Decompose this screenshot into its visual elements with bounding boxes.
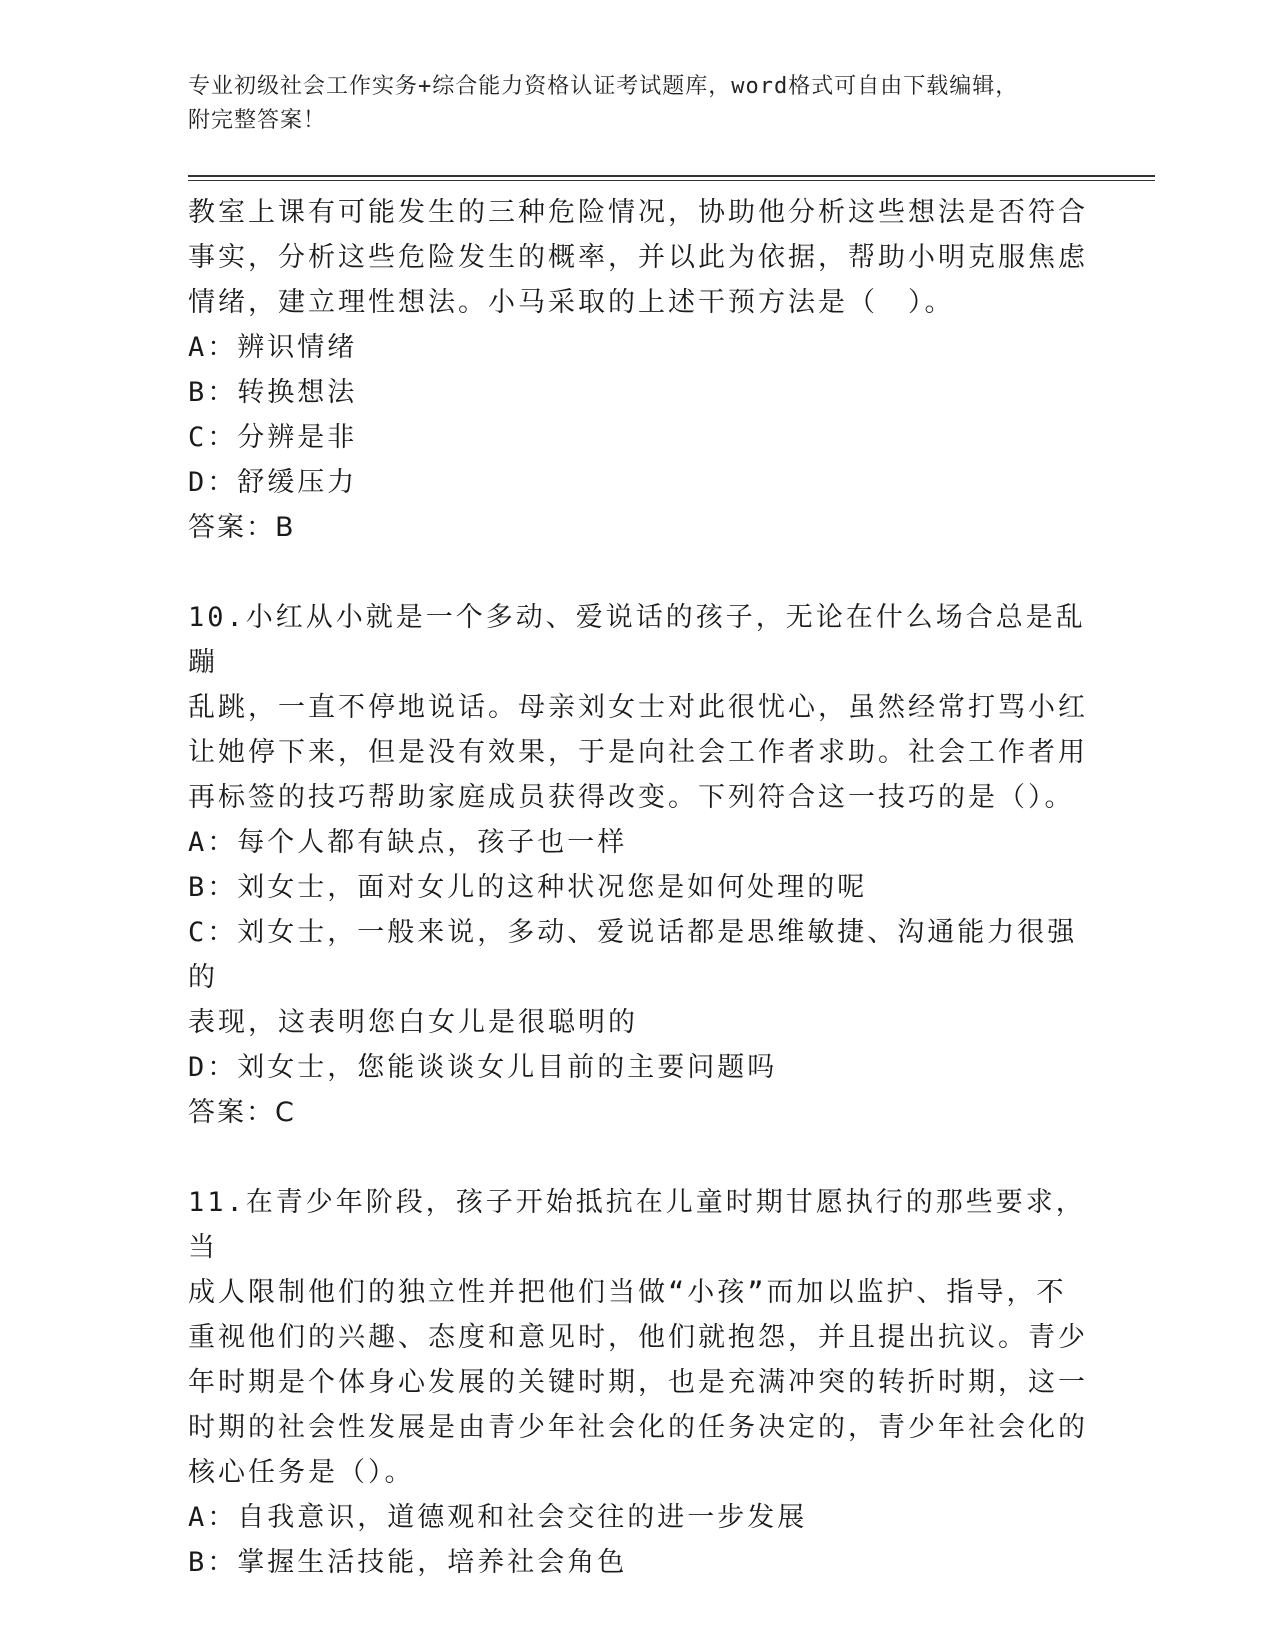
header-line-1: 专业初级社会工作实务+综合能力资格认证考试题库，word格式可自由下载编辑，	[188, 74, 1019, 99]
option-b: B：刘女士，面对女儿的这种状况您是如何处理的呢	[188, 872, 868, 903]
document-body	[188, 190, 1088, 1585]
page-header	[188, 70, 1068, 138]
option-a: A：辨识情绪	[188, 332, 358, 363]
question-stem-line: 时期的社会性发展是由青少年社会化的任务决定的，青少年社会化的	[188, 1412, 1088, 1443]
option-a: A：每个人都有缺点，孩子也一样	[188, 827, 628, 858]
option-c-continued: 表现，这表明您白女儿是很聪明的	[188, 1007, 638, 1038]
header-divider	[188, 175, 1155, 181]
question-stem-line: 情绪，建立理性想法。小马采取的上述干预方法是（ ）。	[188, 287, 955, 318]
question-stem-line: 重视他们的兴趣、态度和意见时，他们就抱怨，并且提出抗议。青少	[188, 1322, 1088, 1353]
question-stem-line: 事实，分析这些危险发生的概率，并以此为依据，帮助小明克服焦虑	[188, 242, 1088, 273]
header-line-2: 附完整答案！	[188, 108, 327, 133]
question-stem-line: 核心任务是（）。	[188, 1457, 415, 1488]
answer-line: 答案：B	[188, 512, 296, 543]
question-stem-line: 乱跳，一直不停地说话。母亲刘女士对此很忧心，虽然经常打骂小红	[188, 692, 1088, 723]
question-10	[188, 595, 1088, 1135]
answer-line: 答案：C	[188, 1097, 296, 1128]
question-stem-line: 再标签的技巧帮助家庭成员获得改变。下列符合这一技巧的是（）。	[188, 782, 1075, 813]
option-c: C：分辨是非	[188, 422, 358, 453]
option-d: D：刘女士，您能谈谈女儿目前的主要问题吗	[188, 1052, 778, 1083]
option-b: B：转换想法	[188, 377, 358, 408]
question-stem-line: 10.小红从小就是一个多动、爱说话的孩子，无论在什么场合总是乱蹦	[188, 602, 1086, 678]
question-stem-line: 年时期是个体身心发展的关键时期，也是充满冲突的转折时期，这一	[188, 1367, 1088, 1398]
option-c: C：刘女士，一般来说，多动、爱说话都是思维敏捷、沟通能力很强的	[188, 917, 1078, 993]
question-11	[188, 1180, 1088, 1585]
option-b: B：掌握生活技能，培养社会角色	[188, 1547, 628, 1578]
option-d: D：舒缓压力	[188, 467, 358, 498]
question-stem-line: 让她停下来，但是没有效果，于是向社会工作者求助。社会工作者用	[188, 737, 1088, 768]
question-stem-line: 成人限制他们的独立性并把他们当做“小孩”而加以监护、指导，不	[188, 1277, 1067, 1308]
option-a: A：自我意识，道德观和社会交往的进一步发展	[188, 1502, 808, 1533]
question-9-continued	[188, 190, 1088, 550]
question-stem-line: 教室上课有可能发生的三种危险情况，协助他分析这些想法是否符合	[188, 197, 1088, 228]
question-stem-line: 11.在青少年阶段，孩子开始抵抗在儿童时期甘愿执行的那些要求，当	[188, 1187, 1086, 1263]
